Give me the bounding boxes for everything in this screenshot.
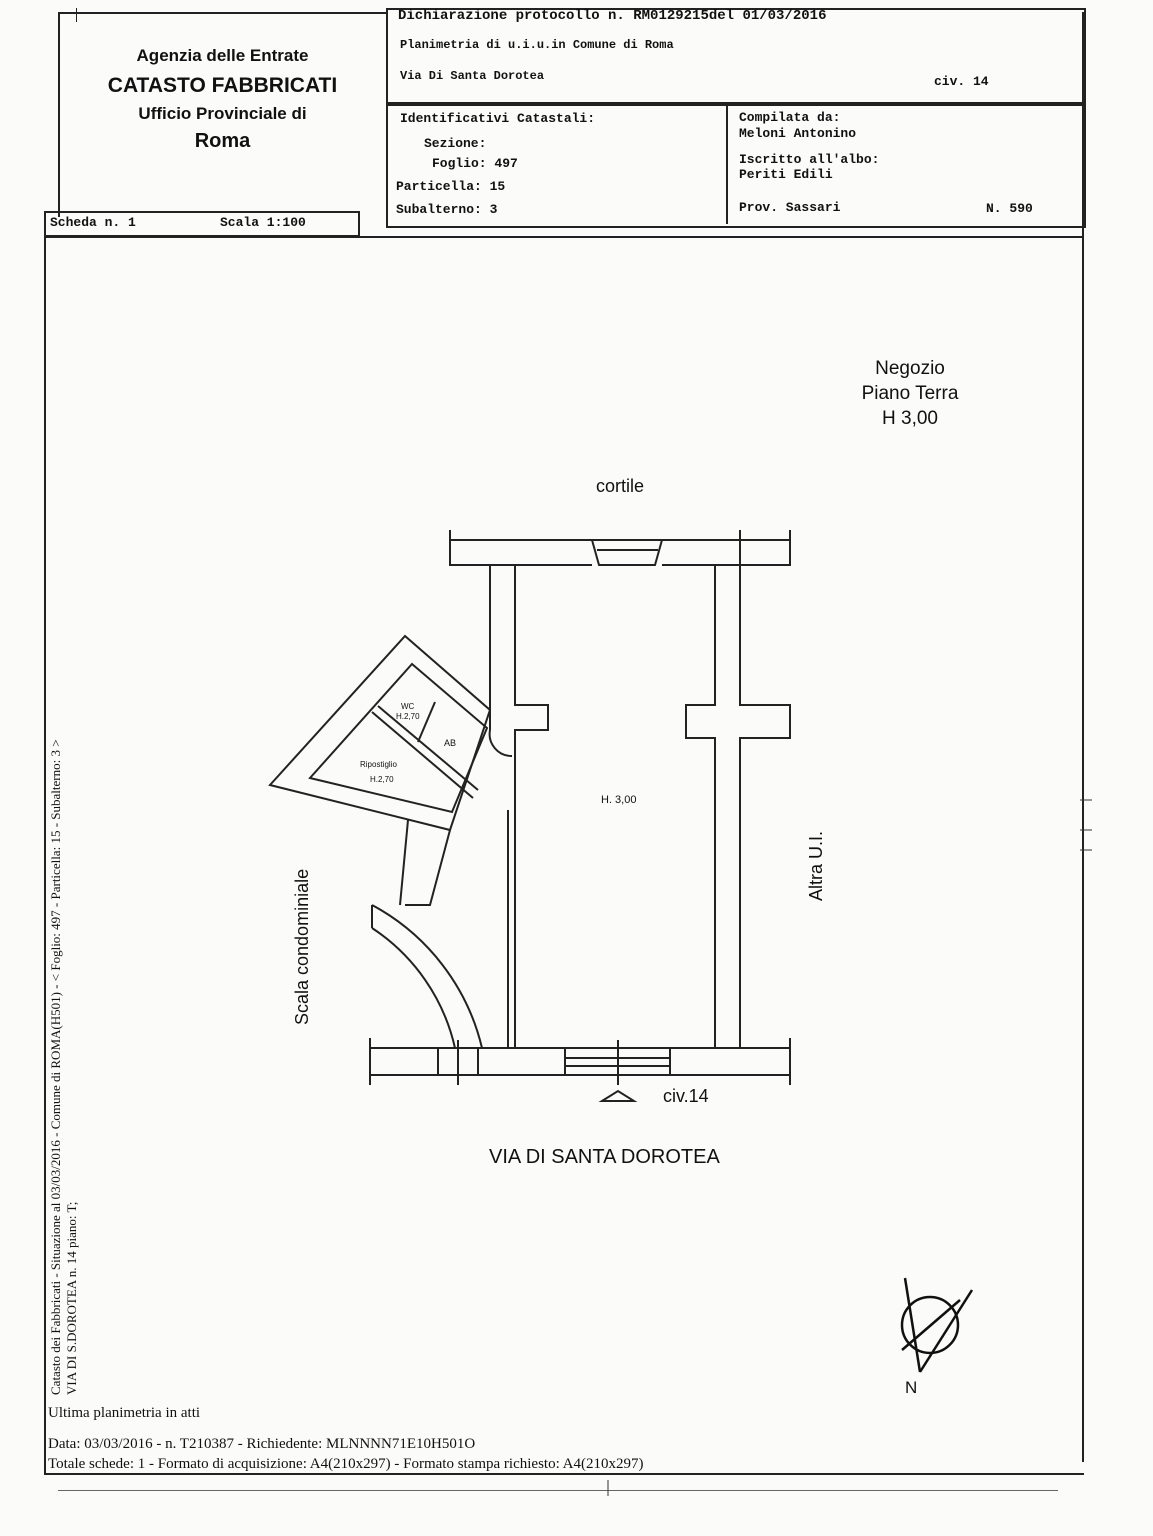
protocol-line: Dichiarazione protocollo n. RM0129215del 01/03/2016 xyxy=(398,8,827,24)
agency-name: Agenzia delle Entrate xyxy=(136,46,309,65)
storage-label: Ripostiglio xyxy=(360,760,397,769)
entrance-label: civ.14 xyxy=(663,1086,709,1106)
scheda-number: Scheda n. 1 xyxy=(50,215,136,230)
compiler-name: Meloni Antonino xyxy=(739,126,857,141)
unit-title: Negozio xyxy=(875,358,945,379)
street-label: VIA DI SANTA DOROTEA xyxy=(489,1146,720,1168)
ab-label: AB xyxy=(444,738,457,748)
city-label: Roma xyxy=(194,130,251,152)
planimetria-line: Planimetria di u.i.u.in Comune di Roma xyxy=(400,38,674,52)
subalterno-label: Subalterno: 3 xyxy=(396,202,498,217)
footer-last: Ultima planimetria in atti xyxy=(48,1405,201,1421)
stair-label: Scala condominiale xyxy=(292,868,312,1025)
identifiers-title: Identificativi Catastali: xyxy=(400,111,596,126)
albo-value: Periti Edili xyxy=(739,167,833,182)
foglio-label: Foglio: 497 xyxy=(432,156,518,171)
particella-label: Particella: 15 xyxy=(396,179,506,194)
footer-data: Data: 03/03/2016 - n. T210387 - Richiedente: MLNNNN71E10H501O xyxy=(48,1436,476,1452)
side-stamp-line2: VIA DI S.DOROTEA n. 14 piano: T; xyxy=(64,1201,79,1395)
courtyard-label: cortile xyxy=(596,476,645,496)
catasto-title: CATASTO FABBRICATI xyxy=(107,74,338,97)
room-height: H. 3,00 xyxy=(601,794,637,806)
unit-floor: Piano Terra xyxy=(861,383,959,404)
sezione-label: Sezione: xyxy=(424,136,487,151)
north-arrow-icon xyxy=(902,1278,972,1372)
scheda-scale: Scala 1:100 xyxy=(220,215,306,230)
civ-line: civ. 14 xyxy=(934,74,989,89)
footer-totale: Totale schede: 1 - Formato di acquisizione: A4(210x297) - Formato stampa richiesto: A4(210x297) xyxy=(48,1456,644,1472)
wc-label: WC xyxy=(401,702,415,711)
wc-height: H.2,70 xyxy=(396,712,420,721)
office-label: Ufficio Provinciale di xyxy=(138,104,307,123)
neighbor-label: Altra U.I. xyxy=(806,830,826,901)
albo-label: Iscritto all'albo: xyxy=(739,152,880,167)
north-label: N xyxy=(905,1378,918,1397)
prov-label: Prov. Sassari xyxy=(739,200,841,215)
storage-height: H.2,70 xyxy=(370,775,394,784)
street-line: Via Di Santa Dorotea xyxy=(400,69,545,83)
compiler-label: Compilata da: xyxy=(739,110,841,125)
unit-height: H 3,00 xyxy=(882,408,938,429)
albo-number: N. 590 xyxy=(986,201,1033,216)
side-stamp-line1: Catasto dei Fabbricati - Situazione al 03/03/2016 - Comune di ROMA(H501) - < Foglio: 497 - Particella: 15 - Subalterno: 3 > xyxy=(48,739,63,1395)
